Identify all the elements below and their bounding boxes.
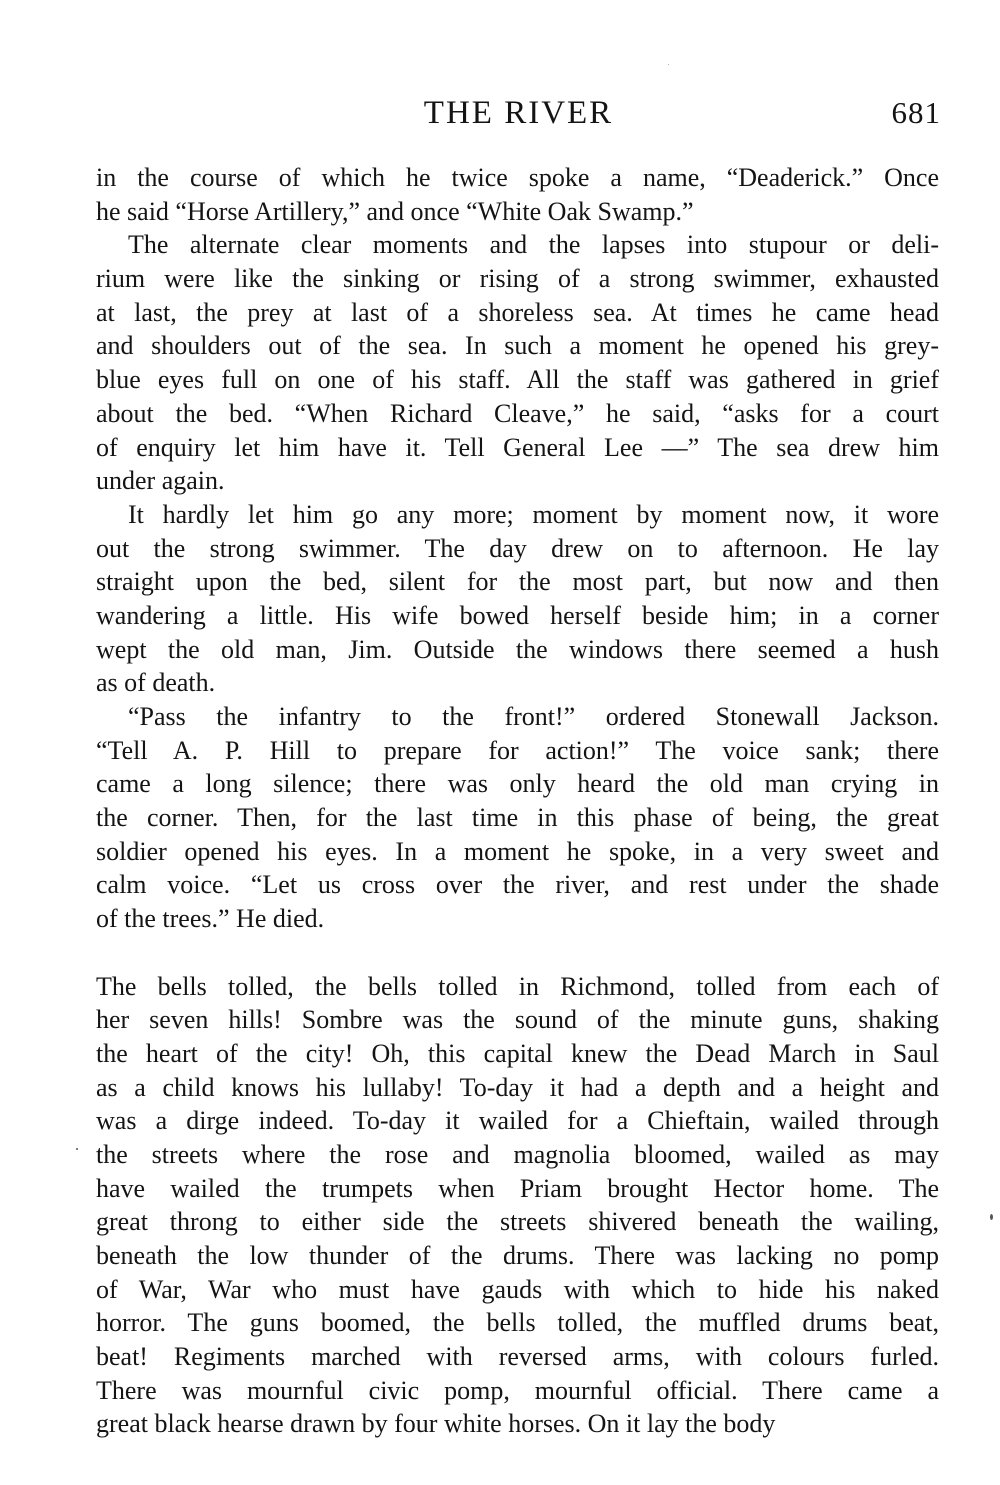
text-line: of enquiry let him have it. Tell General Lee —” The sea drew him (96, 432, 939, 462)
paragraph (96, 498, 939, 700)
paragraph (96, 161, 939, 228)
text-line: rium were like the sinking or rising of a strong swimmer, exhausted (96, 264, 939, 294)
running-title: THE RIVER (423, 95, 614, 131)
text-line: of the trees.” He died. (96, 904, 325, 934)
text-line: was a dirge indeed. To-day it wailed for a Chieftain, wailed through (96, 1106, 939, 1136)
text-line: the heart of the city! Oh, this capital knew the Dead March in Saul (96, 1038, 939, 1068)
text-line: soldier opened his eyes. In a moment he spoke, in a very sweet and (96, 836, 939, 866)
text-line: great black hearse drawn by four white horses. On it lay the body (96, 1409, 776, 1439)
text-line: the streets where the rose and magnolia bloomed, wailed as may (96, 1139, 939, 1169)
text-line: blue eyes full on one of his staff. All the staff was gathered in grief (96, 365, 939, 395)
text-line: “Tell A. P. Hill to prepare for action!” The voice sank; there (96, 735, 939, 765)
text-line: her seven hills! Sombre was the sound of the minute guns, shaking (96, 1005, 939, 1035)
text-line: horror. The guns boomed, the bells tolled, the muffled drums beat, (96, 1308, 939, 1338)
text-line: about the bed. “When Richard Cleave,” he said, “asks for a court (96, 398, 939, 428)
text-line: It hardly let him go any more; moment by moment now, it wore (128, 499, 939, 529)
text-line: and shoulders out of the sea. In such a moment he opened his grey- (96, 331, 939, 361)
paragraph (96, 228, 939, 498)
text-line: “Pass the infantry to the front!” ordered Stonewall Jackson. (128, 702, 939, 731)
text-line: as a child knows his lullaby! To-day it had a depth and a height and (96, 1072, 939, 1102)
text-line: wept the old man, Jim. Outside the windows there seemed a hush (96, 634, 939, 664)
text-line: beat! Regiments marched with reversed arms, with colours furled. (96, 1342, 939, 1372)
page-number: 681 (891, 95, 941, 130)
section-break (96, 936, 939, 970)
text-line: beneath the low thunder of the drums. There was lacking no pomp (96, 1241, 939, 1270)
text-line: The alternate clear moments and the lapses into stupour or deli- (128, 230, 939, 260)
running-head (96, 88, 941, 138)
text-line: The bells tolled, the bells tolled in Richmond, tolled from each of (96, 971, 939, 1001)
text-line: under again. (96, 466, 225, 496)
text-line: came a long silence; there was only heard the old man crying in (96, 769, 939, 799)
text-line: at last, the prey at last of a shoreless sea. At times he came head (96, 297, 939, 327)
text-line: calm voice. “Let us cross over the river, and rest under the shade (96, 870, 939, 900)
text-line: as of death. (96, 668, 216, 698)
text-line: in the course of which he twice spoke a name, “Deaderick.” Once (96, 163, 939, 192)
text-line: There was mournful civic pomp, mournful official. There came a (96, 1375, 939, 1405)
text-line: he said “Horse Artillery,” and once “White Oak Swamp.” (96, 196, 694, 226)
text-line: of War, War who must have gauds with which to hide his naked (96, 1274, 939, 1304)
text-line: wandering a little. His wife bowed herself beside him; in a corner (96, 600, 939, 630)
paragraph (96, 970, 939, 1442)
print-speck (668, 64, 669, 65)
print-speck (990, 1214, 993, 1220)
print-speck (76, 1148, 78, 1150)
text-line: out the strong swimmer. The day drew on to afternoon. He lay (96, 533, 939, 563)
paragraph (96, 700, 939, 936)
text-line: the corner. Then, for the last time in this phase of being, the great (96, 803, 939, 833)
text-line: straight upon the bed, silent for the most part, but now and then (96, 567, 939, 597)
body-text (96, 161, 939, 1441)
text-line: have wailed the trumpets when Priam brought Hector home. The (96, 1173, 939, 1203)
text-line: great throng to either side the streets shivered beneath the wailing, (96, 1207, 939, 1237)
